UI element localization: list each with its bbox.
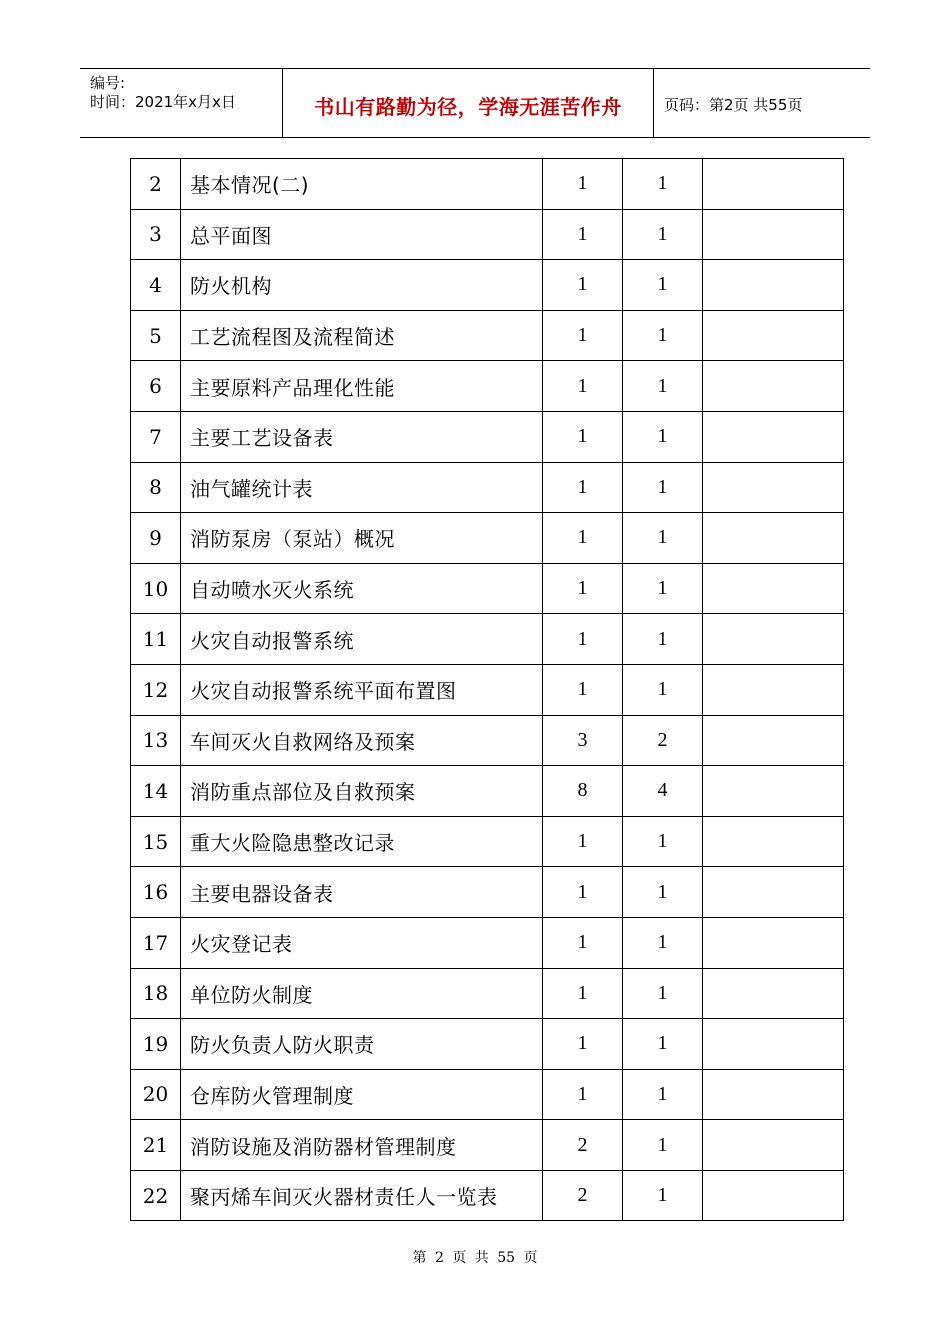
row-value-a: 1: [543, 816, 623, 867]
row-title: 车间灭火自救网络及预案: [181, 715, 543, 766]
row-value-a: 1: [543, 1019, 623, 1070]
table-body: [131, 159, 844, 1221]
table-row: [131, 209, 844, 260]
row-value-a: 8: [543, 766, 623, 817]
row-remark: [703, 159, 844, 210]
table-row: [131, 513, 844, 564]
row-number: 8: [131, 462, 181, 513]
row-remark: [703, 411, 844, 462]
code-label: 编号:: [90, 74, 126, 92]
table-row: [131, 361, 844, 412]
row-value-a: 1: [543, 310, 623, 361]
row-value-a: 3: [543, 715, 623, 766]
table-row: [131, 614, 844, 665]
row-number: 11: [131, 614, 181, 665]
row-title: 主要原料产品理化性能: [181, 361, 543, 412]
row-title: 单位防火制度: [181, 968, 543, 1019]
row-value-b: 1: [623, 310, 703, 361]
row-title: 消防重点部位及自救预案: [181, 766, 543, 817]
row-value-b: 1: [623, 1019, 703, 1070]
row-number: 15: [131, 816, 181, 867]
row-number: 18: [131, 968, 181, 1019]
row-value-b: 1: [623, 968, 703, 1019]
row-value-b: 1: [623, 260, 703, 311]
row-remark: [703, 361, 844, 412]
row-number: 9: [131, 513, 181, 564]
table-row: [131, 1170, 844, 1221]
row-value-a: 1: [543, 411, 623, 462]
row-value-a: 1: [543, 462, 623, 513]
table-row: [131, 664, 844, 715]
row-number: 19: [131, 1019, 181, 1070]
row-value-b: 1: [623, 563, 703, 614]
page-header: [80, 68, 870, 138]
row-number: 20: [131, 1069, 181, 1120]
row-remark: [703, 209, 844, 260]
page-footer: 第 2 页 共 55 页: [412, 1250, 538, 1266]
table-row: [131, 867, 844, 918]
row-value-a: 1: [543, 664, 623, 715]
row-title: 主要工艺设备表: [181, 411, 543, 462]
row-remark: [703, 310, 844, 361]
row-value-b: 1: [623, 917, 703, 968]
row-number: 5: [131, 310, 181, 361]
header-motto-cell: [283, 69, 654, 137]
header-meta: [80, 69, 283, 137]
row-value-b: 1: [623, 816, 703, 867]
row-value-b: 1: [623, 664, 703, 715]
row-value-b: 1: [623, 1069, 703, 1120]
motto: 书山有路勤为径，学海无涯苦作舟: [314, 95, 622, 119]
row-value-b: 1: [623, 1120, 703, 1171]
row-remark: [703, 766, 844, 817]
table-row: [131, 310, 844, 361]
row-value-a: 1: [543, 159, 623, 210]
page-info: 页码：第2页 共55页: [664, 96, 803, 114]
table-row: [131, 968, 844, 1019]
row-value-a: 1: [543, 513, 623, 564]
row-title: 防火机构: [181, 260, 543, 311]
table-row: [131, 715, 844, 766]
row-remark: [703, 513, 844, 564]
row-title: 工艺流程图及流程简述: [181, 310, 543, 361]
table-row: [131, 1120, 844, 1171]
row-remark: [703, 816, 844, 867]
row-remark: [703, 260, 844, 311]
row-title: 基本情况(二): [181, 159, 543, 210]
row-title: 火灾自动报警系统: [181, 614, 543, 665]
row-remark: [703, 1120, 844, 1171]
row-title: 聚丙烯车间灭火器材责任人一览表: [181, 1170, 543, 1221]
row-number: 13: [131, 715, 181, 766]
row-remark: [703, 1069, 844, 1120]
row-number: 7: [131, 411, 181, 462]
row-title: 油气罐统计表: [181, 462, 543, 513]
row-remark: [703, 563, 844, 614]
row-remark: [703, 968, 844, 1019]
row-number: 4: [131, 260, 181, 311]
table-row: [131, 1069, 844, 1120]
row-number: 6: [131, 361, 181, 412]
row-title: 主要电器设备表: [181, 867, 543, 918]
row-value-b: 1: [623, 462, 703, 513]
row-value-a: 2: [543, 1170, 623, 1221]
row-title: 总平面图: [181, 209, 543, 260]
row-number: 14: [131, 766, 181, 817]
row-remark: [703, 867, 844, 918]
row-number: 17: [131, 917, 181, 968]
row-value-b: 1: [623, 411, 703, 462]
row-number: 12: [131, 664, 181, 715]
table-row: [131, 462, 844, 513]
row-value-a: 1: [543, 563, 623, 614]
header-page-cell: [654, 69, 870, 137]
row-value-b: 1: [623, 867, 703, 918]
row-title: 火灾自动报警系统平面布置图: [181, 664, 543, 715]
row-remark: [703, 614, 844, 665]
row-number: 2: [131, 159, 181, 210]
row-title: 火灾登记表: [181, 917, 543, 968]
row-remark: [703, 1170, 844, 1221]
row-value-b: 1: [623, 1170, 703, 1221]
row-remark: [703, 715, 844, 766]
row-remark: [703, 917, 844, 968]
row-value-b: 1: [623, 513, 703, 564]
row-value-a: 1: [543, 260, 623, 311]
time-label: 时间：2021年x月x日: [90, 93, 236, 111]
row-value-b: 1: [623, 159, 703, 210]
table-row: [131, 260, 844, 311]
row-value-a: 1: [543, 361, 623, 412]
row-number: 3: [131, 209, 181, 260]
row-value-b: 4: [623, 766, 703, 817]
row-value-a: 1: [543, 614, 623, 665]
row-title: 自动喷水灭火系统: [181, 563, 543, 614]
row-value-b: 2: [623, 715, 703, 766]
row-number: 10: [131, 563, 181, 614]
row-number: 22: [131, 1170, 181, 1221]
row-value-a: 1: [543, 1069, 623, 1120]
table-row: [131, 411, 844, 462]
table-row: [131, 917, 844, 968]
row-value-a: 1: [543, 209, 623, 260]
row-value-b: 1: [623, 361, 703, 412]
table-row: [131, 816, 844, 867]
table-row: [131, 1019, 844, 1070]
row-title: 消防泵房（泵站）概况: [181, 513, 543, 564]
table-row: [131, 766, 844, 817]
row-value-b: 1: [623, 614, 703, 665]
row-number: 21: [131, 1120, 181, 1171]
table-row: [131, 563, 844, 614]
row-title: 重大火险隐患整改记录: [181, 816, 543, 867]
row-value-a: 1: [543, 968, 623, 1019]
row-title: 仓库防火管理制度: [181, 1069, 543, 1120]
row-value-a: 1: [543, 917, 623, 968]
row-remark: [703, 1019, 844, 1070]
row-title: 消防设施及消防器材管理制度: [181, 1120, 543, 1171]
row-remark: [703, 664, 844, 715]
row-value-b: 1: [623, 209, 703, 260]
table-row: [131, 159, 844, 210]
document-table: [130, 158, 844, 1221]
row-title: 防火负责人防火职责: [181, 1019, 543, 1070]
row-remark: [703, 462, 844, 513]
row-value-a: 1: [543, 867, 623, 918]
row-value-a: 2: [543, 1120, 623, 1171]
row-number: 16: [131, 867, 181, 918]
